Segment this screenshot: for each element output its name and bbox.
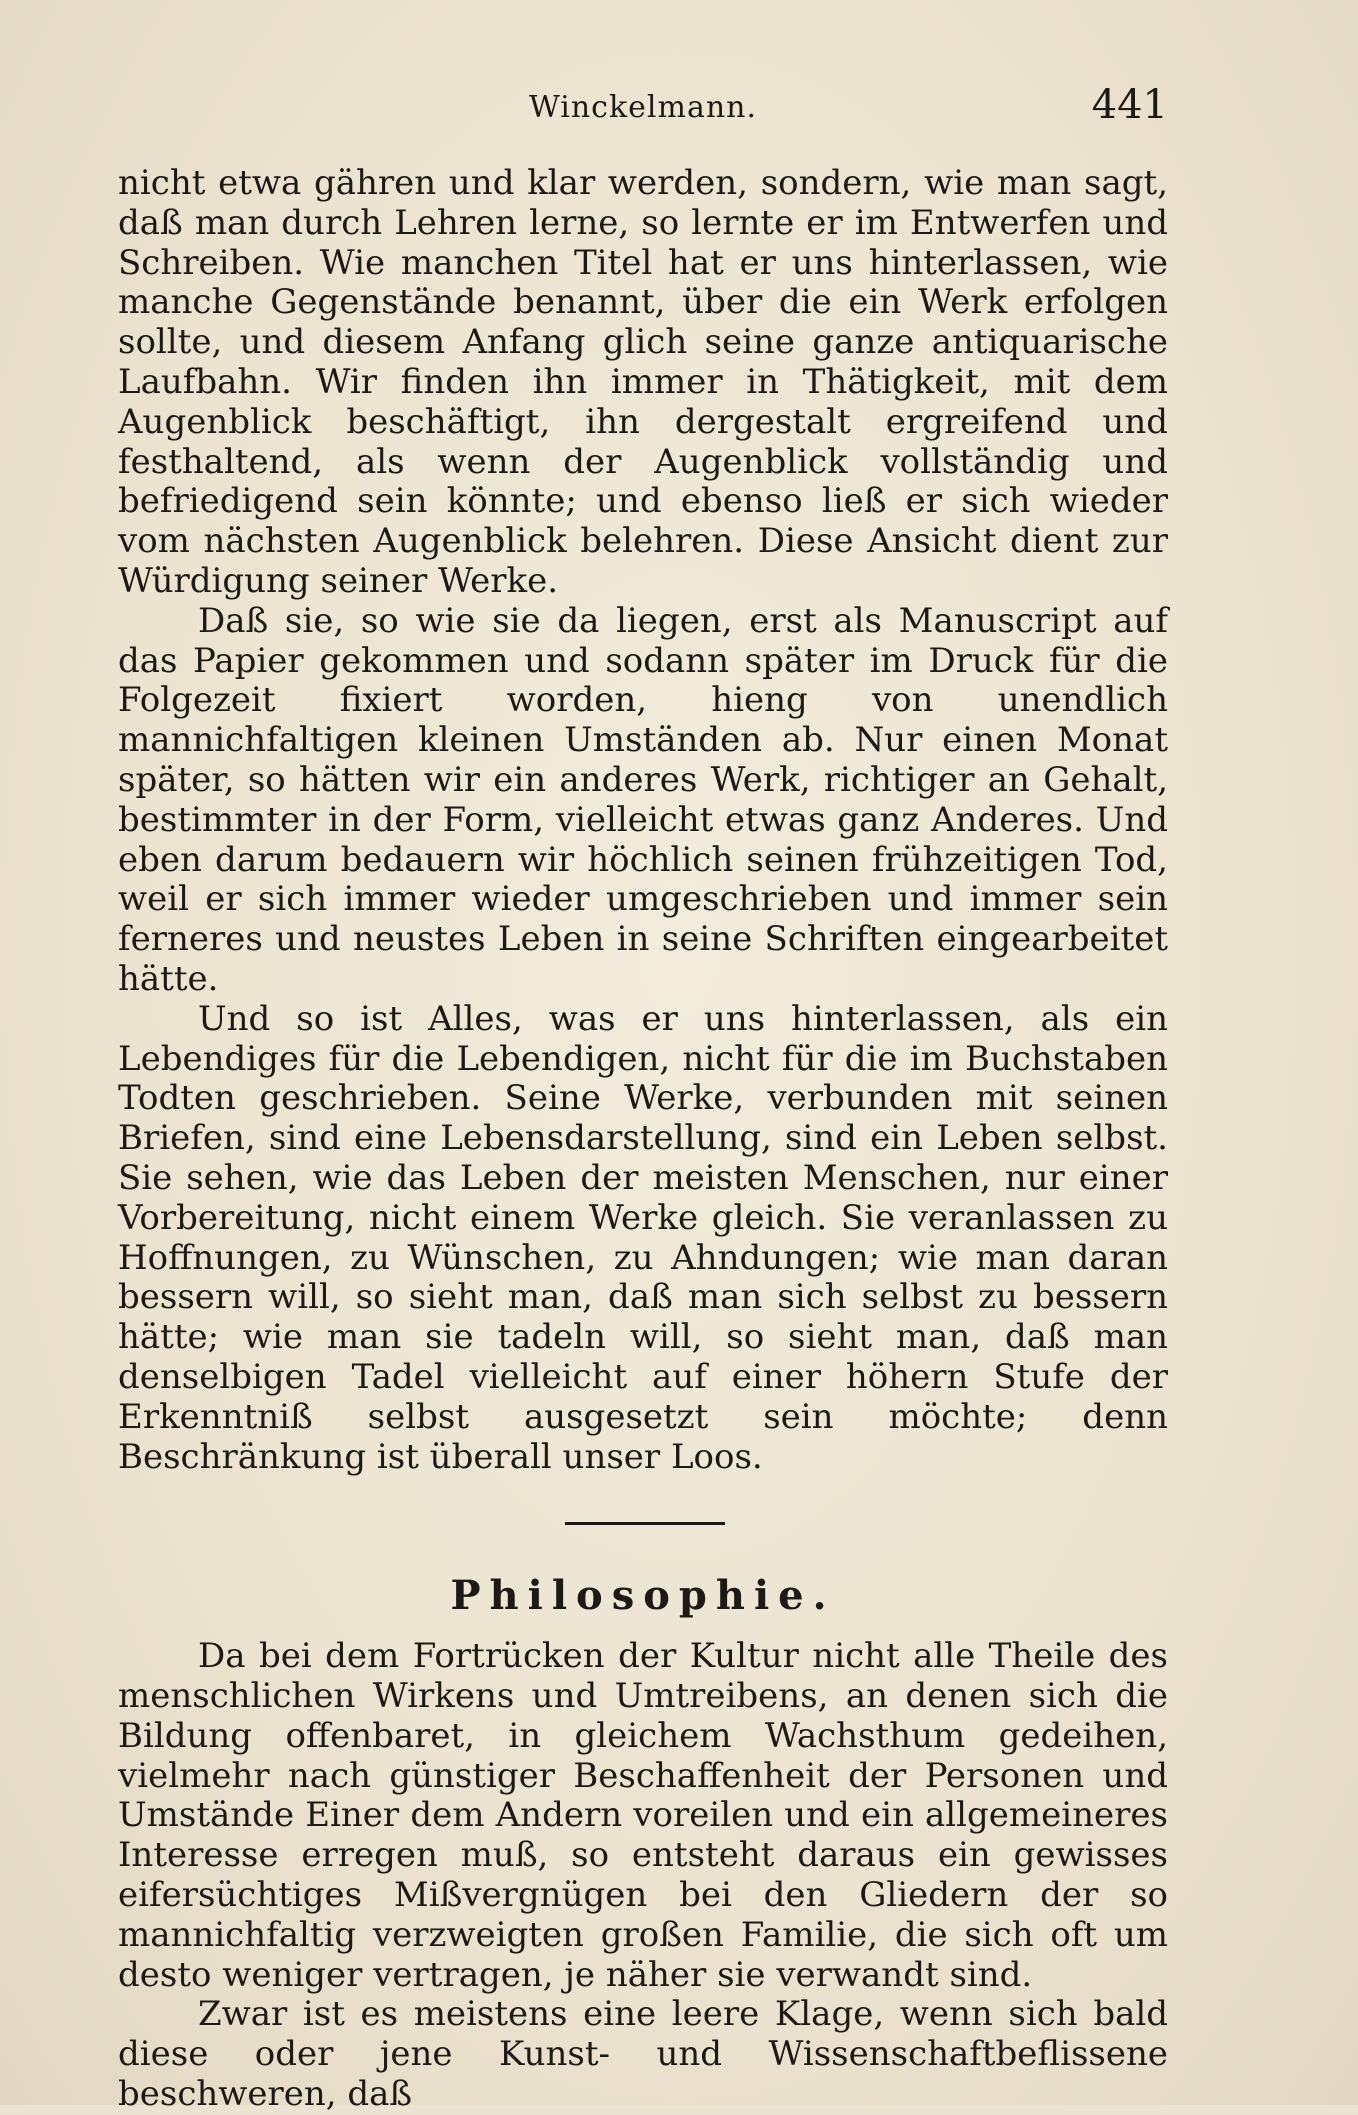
running-title: Winckelmann. xyxy=(528,90,758,125)
paragraph: Daß sie, so wie sie da liegen, erst als Manuscript auf das Papier gekommen und sodann später im Druck für die Folgezeit fixiert worden, hieng von unendlich mannichfaltigen kleinen Umständen ab. Nur einen Monat später, so hätten wir ein anderes Werk, richtiger an Gehalt, bestimmter in der Form, vielleicht etwas ganz Anderes. Und eben darum bedauern wir höchlich seinen frühzeitigen Tod, weil er sich immer wieder umgeschrieben und immer sein ferneres und neustes Leben in seine Schriften eingearbeitet hätte. xyxy=(118,600,1168,999)
page-number: 441 xyxy=(1091,82,1168,128)
paragraph-cut-off: Zwar ist es meistens eine leere Klage, wenn sich bald diese oder jene Kunst- und Wissenschaftbeflissene beschweren, daß xyxy=(118,1994,1168,2115)
paragraph: Da bei dem Fortrücken der Kultur nicht alle Theile des menschlichen Wirkens und Umtreibens, an denen sich die Bildung offenbaret, in gleichem Wachsthum gedeihen, vielmehr nach günstiger Beschaffenheit der Personen und Umstände Einer dem Andern voreilen und ein allgemeineres Interesse erregen muß, so entsteht daraus ein gewisses eifersüchtiges Mißvergnügen bei den Gliedern der so mannichfaltig verzweigten großen Familie, die sich oft um desto weniger vertragen, je näher sie verwandt sind. xyxy=(118,1636,1168,1995)
paragraph: Und so ist Alles, was er uns hinterlassen, als ein Lebendiges für die Lebendigen, nicht für die im Buchstaben Todten geschrieben. Seine Werke, verbunden mit seinen Briefen, sind eine Lebensdarstellung, sind ein Leben selbst. Sie sehen, wie das Leben der meisten Menschen, nur einer Vorbereitung, nicht einem Werke gleich. Sie veranlassen zu Hoffnungen, zu Wünschen, zu Ahndungen; wie man daran bessern will, so sieht man, daß man sich selbst zu bessern hätte; wie man sie tadeln will, so sieht man, daß man denselbigen Tadel vielleicht auf einer höhern Stufe der Erkenntniß selbst ausgesetzt sein möchte; denn Beschränkung ist überall unser Loos. xyxy=(118,998,1168,1477)
paragraph-continued: nicht etwa gähren und klar werden, sondern, wie man sagt, daß man durch Lehren lerne, so lernte er im Entwerfen und Schreiben. Wie manchen Titel hat er uns hinterlassen, wie manche Gegenstände benannt, über die ein Werk erfolgen sollte, und diesem Anfang glich seine ganze antiquarische Laufbahn. Wir finden ihn immer in Thätigkeit, mit dem Augenblick beschäftigt, ihn dergestalt ergreifend und festhaltend, als wenn der Augenblick vollständig und befriedigend sein könnte; und ebenso ließ er sich wieder vom nächsten Augenblick belehren. Diese Ansicht dient zur Würdigung seiner Werke. xyxy=(118,163,1168,601)
section-divider xyxy=(118,1477,1168,1553)
divider-rule xyxy=(565,1522,725,1525)
body-text xyxy=(118,164,1168,2115)
section-heading: Philosophie. xyxy=(450,1571,836,1619)
running-header xyxy=(118,82,1168,132)
